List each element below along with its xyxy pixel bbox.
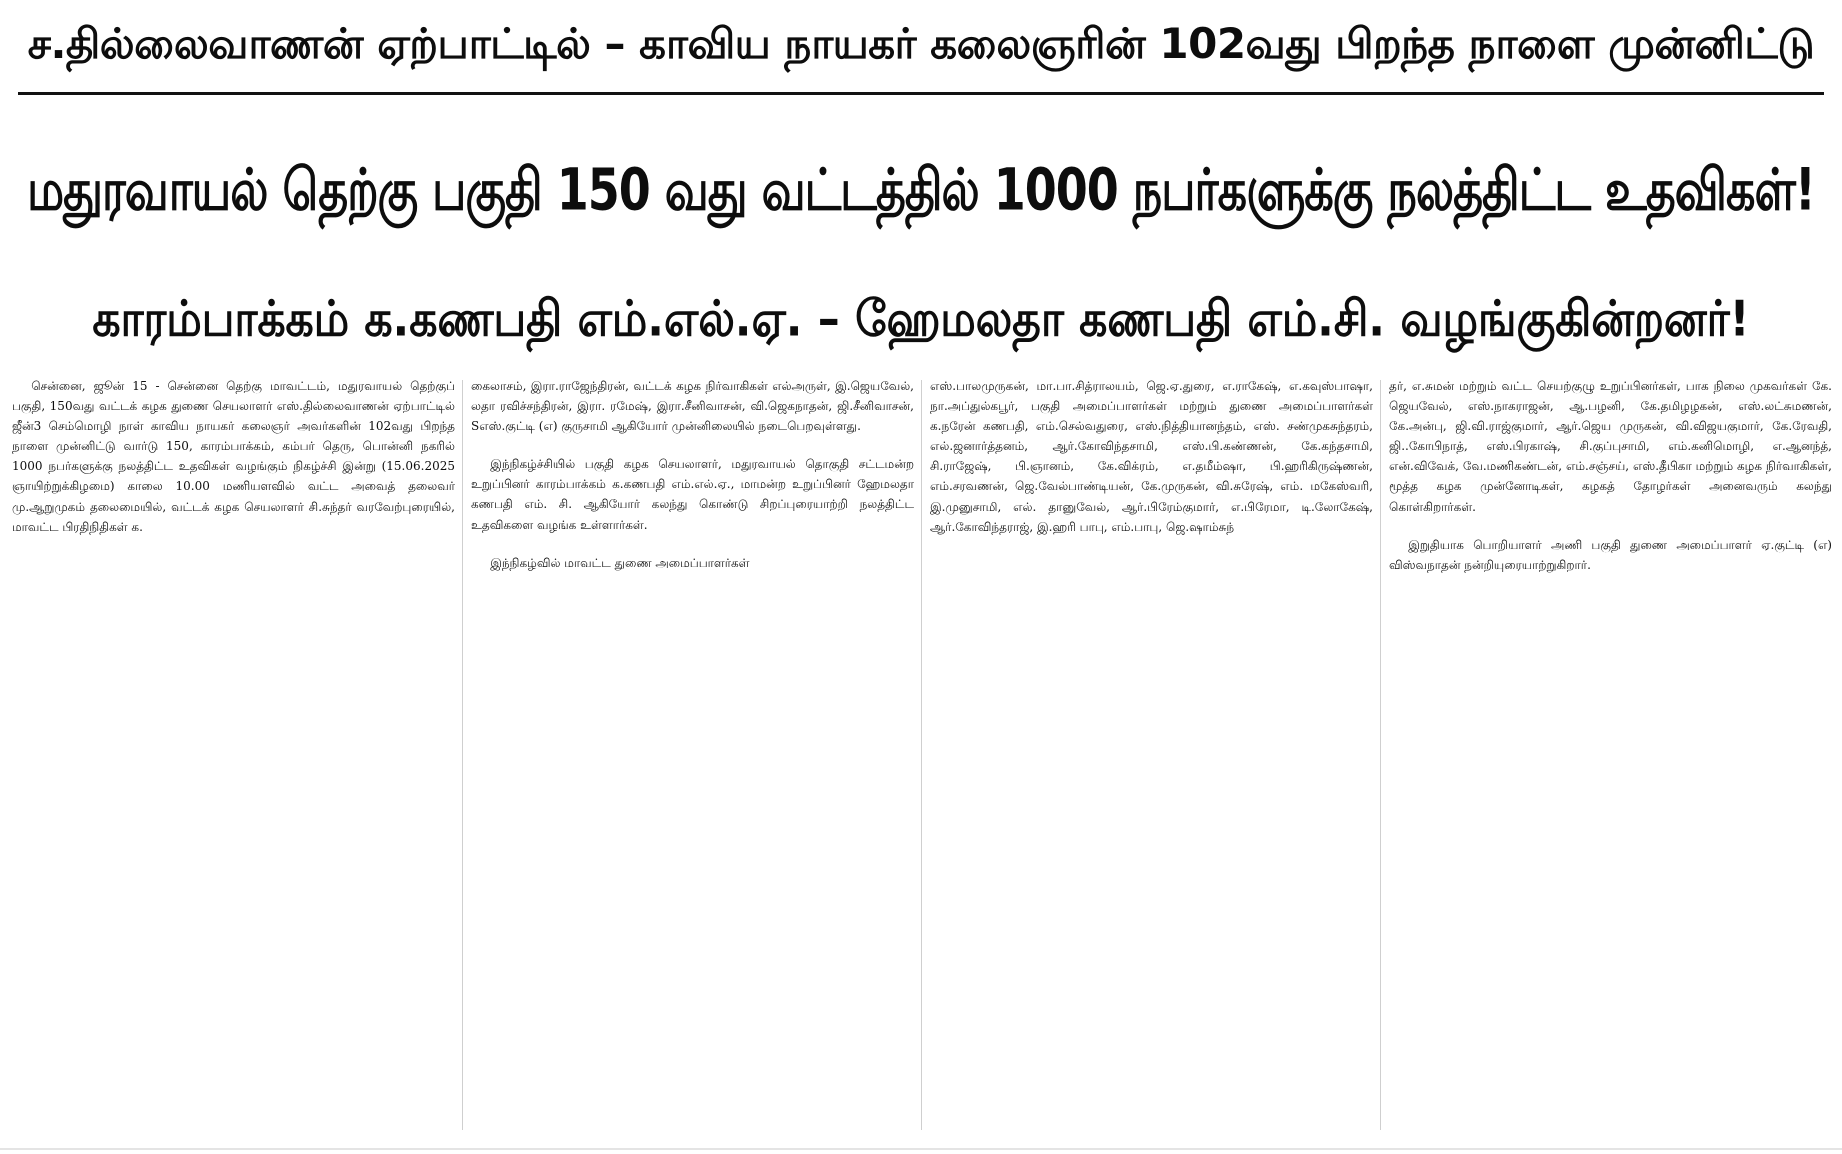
paragraph: இந்நிகழ்ச்சியில் பகுதி கழக செயலாளர், மதுரவாயல் தொகுதி சட்டமன்ற உறுப்பினர் காரம்பாக்கம் க.கணபதி எம்.எல்.ஏ., மாமன்ற உறுப்பினர் ஹேமலதா கணபதி எம். சி. ஆகியோர் கலந்து கொண்டு சிறப்புரையாற்றி நலத்திட்ட உதவிகளை வழங்க உள்ளார்கள். [471,457,914,532]
column-3 [922,376,1381,1142]
column-4 [1381,376,1840,1142]
column-2 [463,376,922,1142]
kicker-line: ச.தில்லைவாணன் ஏற்பாட்டில் – காவிய நாயகர் கலைஞரின் 102வது பிறந்த நாளை முன்னிட்டு [27,18,1815,68]
paragraph: தர், எ.சுமன் மற்றும் வட்ட செயற்குழு உறுப்பினர்கள், பாக நிலை முகவர்கள் கே. ஜெயவேல், எஸ்.நாகராஜன், ஆ.பழனி, கே.தமிழழகன், எஸ்.லட்சுமணன், கே.அன்பு, ஜி.வி.ராஜ்குமார், ஆர்.ஜெய முருகன், வி.விஜயகுமார், கே.ரேவதி, ஜி..கோபிநாத், எஸ்.பிரகாஷ், சி.குப்புசாமி, எம்.கனிமொழி, எ.ஆனந்த், என்.விவேக், வே.மணிகண்டன், எம்.சஞ்சய், எஸ்.தீபிகா மற்றும் கழக நிர்வாகிகள், மூத்த கழக முன்னோடிகள், கழகத் தோழர்கள் அனைவரும் கலந்து கொள்கிறார்கள். [1389,379,1832,514]
paragraph: சென்னை, ஜூன் 15 - சென்னை தெற்கு மாவட்டம், மதுரவாயல் தெற்குப் பகுதி, 150வது வட்டக் கழக துணை செயலாளர் எஸ்.தில்லைவாணன் ஏற்பாட்டில் ஜீன்3 செம்மொழி நாள் காவிய நாயகர் கலைஞர் அவர்களின் 102வது பிறந்த நாளை முன்னிட்டு வார்டு 150, காரம்பாக்கம், கம்பர் தெரு, பொன்னி நகரில் 1000 நபர்களுக்கு நலத்திட்ட உதவிகள் வழங்கும் நிகழ்ச்சி இன்று (15.06.2025 ஞாயிற்றுக்கிழமை) காலை 10.00 மணியளவில் வட்ட அவைத் தலைவர் மு.ஆறுமுகம் தலைமையில், வட்டக் கழக செயலாளர் சி.சுந்தர் வரவேற்புரையில், மாவட்ட பிரதிநிதிகள் க. [12,379,455,534]
paragraph: இந்நிகழ்வில் மாவட்ட துணை அமைப்பாளர்கள் [490,555,750,570]
kicker-divider [18,92,1824,95]
paragraph: எஸ்.பாலமுருகன், மா.பா.சித்ராலயம், ஜெ.ஏ.துரை, எ.ராகேஷ், எ.கவுஸ்பாஷா, நா.அப்துல்கபூர், பகுதி அமைப்பாளர்கள் மற்றும் துணை அமைப்பாளர்கள் க.நரேன் கணபதி, எம்.செல்வதுரை, எஸ்.நித்தியானந்தம், எஸ். சண்முகசுந்தரம், எல்.ஜனார்த்தனம், ஆர்.கோவிந்தசாமி, எஸ்.பி.கண்ணன், கே.கந்தசாமி, சி.ராஜேஷ், பி.ஞானம், கே.விக்ரம், எ.தமீம்ஷா, பி.ஹரிகிருஷ்ணன், எம்.சரவணன், ஜெ.வேல்பாண்டியன், கே.முருகன், வி.சுரேஷ், எம். மகேஸ்வரி, இ.முனுசாமி, எல். தானுவேல், ஆர்.பிரேம்குமார், எ.பிரேமா, டி.லோகேஷ், ஆர்.கோவிந்தராஜ், இ.ஹரி பாபு, எம்.பாபு, ஜெ.ஷாம்சுந் [930,379,1373,534]
headline: மதுரவாயல் தெற்கு பகுதி 150 வது வட்டத்தில் 1000 நபர்களுக்கு நலத்திட்ட உதவிகள்! [27,154,1815,223]
subheadline: காரம்பாக்கம் க.கணபதி எம்.எல்.ஏ. – ஹேமலதா கணபதி எம்.சி. வழங்குகின்றனர்! [92,290,1750,348]
bottom-divider [0,1148,1842,1150]
paragraph: கைலாசம், இரா.ராஜேந்திரன், வட்டக் கழக நிர்வாகிகள் எல்அருள், இ.ஜெயவேல், லதா ரவிச்சந்திரன், இரா. ரமேஷ், இரா.சீனிவாசன், வி.ஜெகநாதன், ஜி.சீனிவாசன், Sஎஸ்.குட்டி (எ) குருசாமி ஆகியோர் முன்னிலையில் நடைபெறவுள்ளது. [471,379,914,434]
article-body [4,376,1840,1142]
paragraph: இறுதியாக பொறியாளர் அணி பகுதி துணை அமைப்பாளர் ஏ.குட்டி (எ) விஸ்வநாதன் நன்றியுரையாற்றுகிறார். [1389,537,1832,572]
column-1 [4,376,463,1142]
